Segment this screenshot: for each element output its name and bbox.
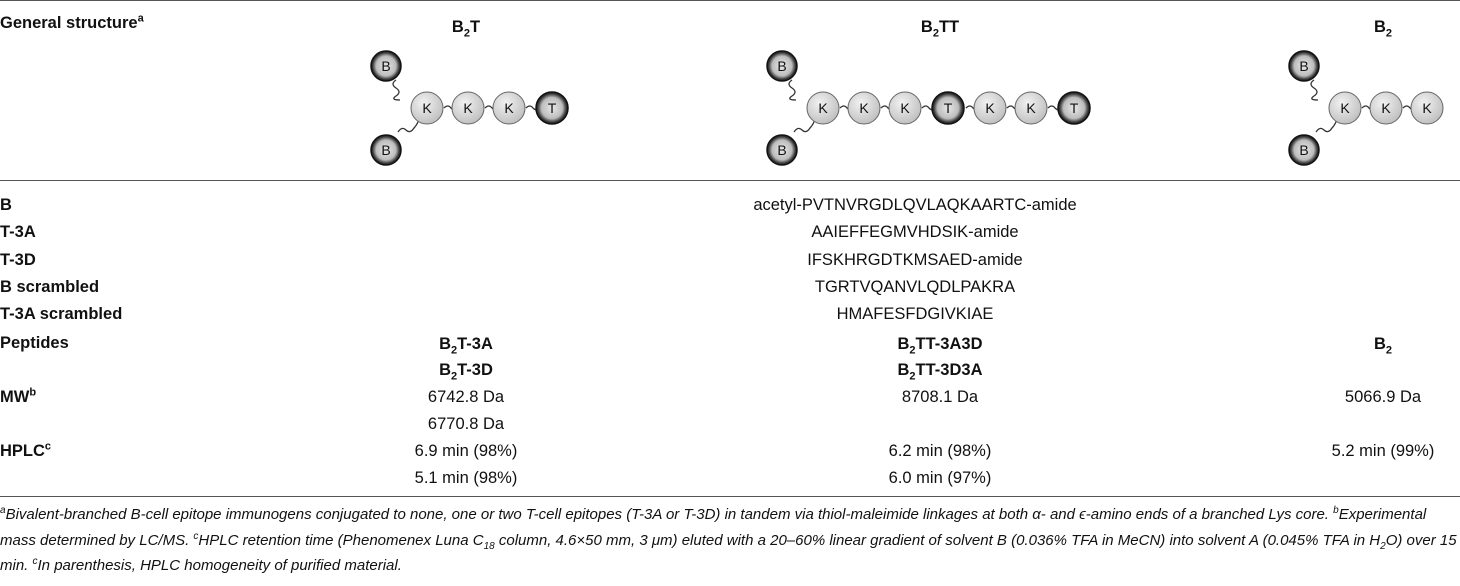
k-node-label: K xyxy=(1381,100,1391,116)
header-col-b2: $B_2$ xyxy=(1373,18,1393,40)
mw-b2t-3a: 6742.8 Da xyxy=(427,388,505,406)
row-label-mw: $MW^b$ xyxy=(0,386,37,406)
row-value-b: acetyl-PVTNVRGDLQVLAQKAARTC-amide xyxy=(753,196,1077,214)
footnote-a-mark: a xyxy=(0,505,6,516)
hplc-b2t-3d: 5.1 min (98%) xyxy=(414,469,518,487)
footnote-c-mark: c xyxy=(193,530,199,542)
k-node-label: K xyxy=(504,100,514,116)
peptide-b2t-3a: $B_2T-3A$ xyxy=(439,335,493,357)
row-label-peptides: Peptides xyxy=(0,334,69,352)
row-label-b: B xyxy=(0,196,12,214)
wavy-linker xyxy=(1311,80,1318,100)
row-label-hplc: HPLC$^c$ xyxy=(0,440,52,460)
row-value-t3d: IFSKHRGDTKMSAED-amide xyxy=(807,251,1023,269)
k-node-label: K xyxy=(818,100,828,116)
wavy-linker xyxy=(393,80,400,100)
footnote-a-text: Bivalent-branched B-cell epitope immunogens conjugated to none, one or two T-cell epitopes (T-3A or T-3D) in tandem via thiol-maleimide linkages at both α- and ϵ-amino ends of a branched Lys core. xyxy=(5,506,1334,523)
header-rule xyxy=(0,180,1460,181)
b-node-label: B xyxy=(1299,58,1309,74)
row-label-t3d: T-3D xyxy=(0,251,36,269)
t-node-label: T xyxy=(943,100,953,116)
k-node-label: K xyxy=(1026,100,1036,116)
hplc-b2: 5.2 min (99%) xyxy=(1331,442,1435,460)
mw-b2tt: 8708.1 Da xyxy=(901,388,979,406)
k-node-label: K xyxy=(985,100,995,116)
structure-diagrams xyxy=(0,0,1460,178)
footnote-c-text: HPLC retention time (Phenomenex Luna $C_{18}$ column, 4.6×50 mm, 3 μm) eluted with a 20–60% linear gradient of solvent B (0.036% TFA in MeCN) into solvent A (0.045% TFA in $H_2O$) over 15 min. xyxy=(0,531,1457,574)
footnote-b-text: Experimental mass determined by LC/MS. xyxy=(0,506,1427,549)
footnote-c2-text: In parenthesis, HPLC homogeneity of purified material. xyxy=(37,557,402,574)
k-node-label: K xyxy=(900,100,910,116)
k-node-label: K xyxy=(1422,100,1432,116)
b-node-label: B xyxy=(381,58,391,74)
mw-b2t-3d: 6770.8 Da xyxy=(427,415,505,433)
b-node-label: B xyxy=(1299,142,1309,158)
diagram-b2tt xyxy=(767,51,1090,165)
wavy-linker xyxy=(789,80,796,100)
header-col-b2tt: $B_2TT$ xyxy=(920,18,960,40)
diagram-b2t xyxy=(371,51,568,165)
diagram-b2 xyxy=(1289,51,1443,165)
hplc-b2t-3a: 6.9 min (98%) xyxy=(414,442,518,460)
header-col-b2t: $B_2T$ xyxy=(451,18,481,40)
t-node-label: T xyxy=(547,100,557,116)
table-footnotes xyxy=(0,502,1458,579)
row-value-t3a: AAIEFFEGMVHDSIK-amide xyxy=(811,223,1019,241)
row-value-b-scrambled: TGRTVQANVLQDLPAKRA xyxy=(814,278,1016,296)
mw-b2: 5066.9 Da xyxy=(1344,388,1422,406)
row-label-b-scrambled: B scrambled xyxy=(0,278,100,296)
b-node-label: B xyxy=(777,58,787,74)
row-label-t3a: T-3A xyxy=(0,223,36,241)
hplc-b2tt-3a3d: 6.2 min (98%) xyxy=(888,442,992,460)
bottom-rule xyxy=(0,496,1460,497)
peptide-b2t-3d: $B_2T-3D$ xyxy=(439,361,493,383)
row-value-t3a-scrambled: HMAFESFDGIVKIAE xyxy=(836,305,994,323)
k-node-label: K xyxy=(859,100,869,116)
t-node-label: T xyxy=(1069,100,1079,116)
footnote-c2-mark: c xyxy=(32,556,38,567)
k-node-label: K xyxy=(463,100,473,116)
k-node-label: K xyxy=(422,100,432,116)
peptide-b2: $B_2$ xyxy=(1373,335,1393,357)
row-label-t3a-scrambled: T-3A scrambled xyxy=(0,305,123,323)
hplc-b2tt-3d3a: 6.0 min (97%) xyxy=(888,469,992,487)
footnote-b-mark: b xyxy=(1333,505,1339,516)
peptide-b2tt-3d3a: $B_2TT-3D3A$ xyxy=(897,361,983,383)
k-node-label: K xyxy=(1340,100,1350,116)
header-general-structure: General structure$^a$ xyxy=(0,12,144,32)
b-node-label: B xyxy=(777,142,787,158)
b-node-label: B xyxy=(381,142,391,158)
peptide-b2tt-3a3d: $B_2TT-3A3D$ xyxy=(897,335,983,357)
